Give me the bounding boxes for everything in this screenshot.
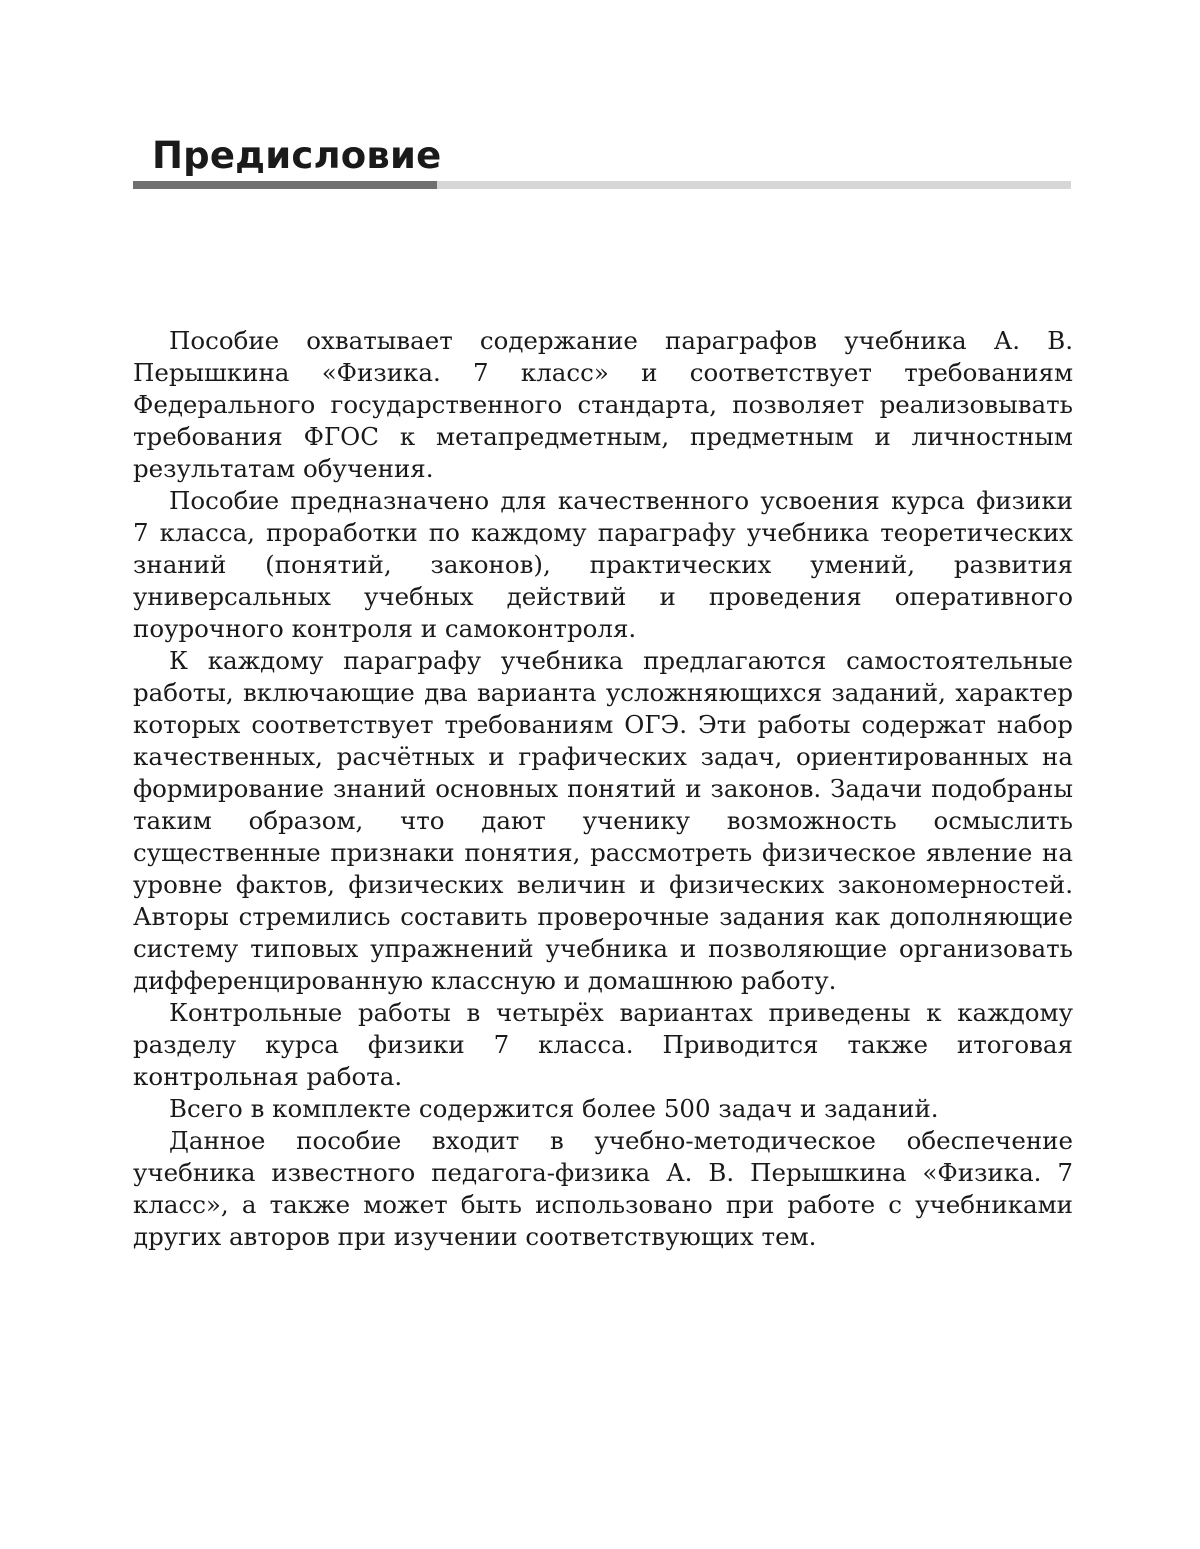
- preface-body: [133, 325, 1073, 1253]
- paragraph-6: Данное пособие входит в учебно-методическое обеспечение учебника известного педагога-физика А. В. Перышкина «Физика. 7 класс», а также может быть использовано при работе с учебниками других авторов при изучении соответствующих тем.: [133, 1126, 1073, 1251]
- page-title: Предисловие: [152, 134, 442, 177]
- title-underline: [133, 181, 1071, 189]
- paragraph-4: Контрольные работы в четырёх вариантах приведены к каждому разделу курса физики 7 класса. Приводится также итоговая контрольная работа.: [133, 998, 1073, 1091]
- title-underline-dark: [133, 181, 437, 189]
- paragraph-3: К каждому параграфу учебника предлагаются самостоятельные работы, включающие два варианта усложняющихся заданий, характер которых соответствует требованиям ОГЭ. Эти работы содержат набор качественных, расчётных и графических задач, ориентированных на формирование знаний основных понятий и законов. Задачи подобраны таким образом, что дают ученику возможность осмыслить существенные признаки понятия, рассмотреть физическое явление на уровне фактов, физических величин и физических закономерностей. Авторы стремились составить проверочные задания как дополняющие систему типовых упражнений учебника и позволяющие организовать дифференцированную классную и домашнюю работу.: [133, 646, 1073, 995]
- paragraph-1: Пособие охватывает содержание параграфов учебника А. В. Перышкина «Физика. 7 класс» и соответствует требованиям Федерального государственного стандарта, позволяет реализовывать требования ФГОС к метапредметным, предметным и личностным результатам обучения.: [133, 326, 1073, 483]
- paragraph-2: Пособие предназначено для качественного усвоения курса физики 7 класса, проработки по каждому параграфу учебника теоретических знаний (понятий, законов), практических умений, развития универсальных учебных действий и проведения оперативного поурочного контроля и самоконтроля.: [133, 486, 1073, 643]
- paragraph-5: Всего в комплекте содержится более 500 задач и заданий.: [169, 1094, 939, 1123]
- title-underline-light: [437, 181, 1071, 189]
